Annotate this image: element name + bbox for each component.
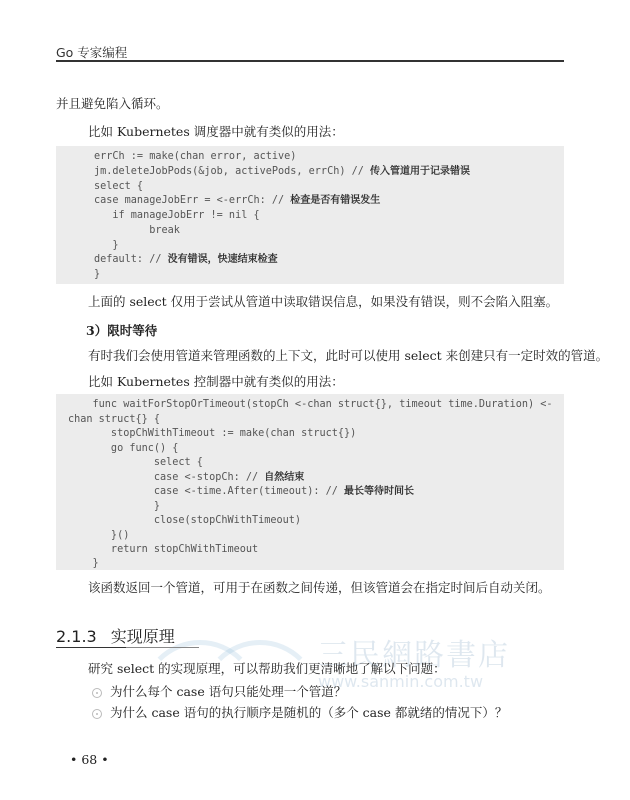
bullet-item: 为什么 case 语句的执行顺序是随机的（多个 case 都就绪的情况下）？ (110, 705, 508, 720)
code-line: if manageJobErr != nil { (94, 210, 260, 221)
code-line: default: // 没有错误，快速结束检查 (94, 254, 278, 265)
code-line: func waitForStopOrTimeout(stopCh <-chan struct{}, timeout time.Duration) <- (68, 399, 553, 410)
paragraph-scheduler-intro: 比如 Kubernetes 调度器中就有类似的用法： (88, 124, 344, 139)
subheading-timed-wait: 3）限时等待 (86, 323, 158, 338)
code-line: go func() { (68, 443, 179, 454)
section-title: 实现原理 (110, 627, 175, 646)
bullet-icon (92, 688, 102, 698)
code-block-scheduler (56, 146, 564, 284)
paragraph-controller-intro: 比如 Kubernetes 控制器中就有类似的用法： (88, 374, 344, 389)
code-line: } (94, 269, 101, 280)
code-line: case manageJobErr = <-errCh: // 检查是否有错误发生 (94, 195, 381, 206)
section-underline-accent (56, 647, 126, 648)
code-line: } (68, 558, 99, 569)
code-line: jm.deleteJobPods(&job, activePods, errCh) // 传入管道用于记录错误 (94, 166, 471, 177)
code-line: case <-stopCh: // 自然结束 (68, 472, 305, 483)
running-header (56, 40, 564, 62)
code-line: } (68, 501, 161, 512)
watermark-url: www.sanmin.com.tw (318, 672, 484, 691)
bullet-item: 为什么每个 case 语句只能处理一个管道？ (110, 684, 347, 699)
code-line: errCh := make(chan error, active) (94, 151, 297, 162)
code-line: } (94, 240, 119, 251)
paragraph-function-summary: 该函数返回一个管道，可用于在函数之间传递，但该管道会在指定时间后自动关闭。 (88, 580, 551, 595)
code-line: select { (94, 181, 144, 192)
code-line: close(stopChWithTimeout) (68, 515, 302, 526)
paragraph-research-intro: 研究 select 的实现原理，可以帮助我们更清晰地了解以下问题： (88, 661, 446, 676)
bullet-icon (92, 709, 102, 719)
section-heading (56, 624, 175, 647)
code-line: stopChWithTimeout := make(chan struct{}) (68, 428, 357, 439)
watermark-logo-arc (200, 640, 320, 760)
code-line: return stopChWithTimeout (68, 544, 259, 555)
section-number: 2.1.3 (56, 627, 97, 646)
paragraph-continuation: 并且避免陷入循环。 (56, 96, 169, 111)
code-line: }() (68, 530, 130, 541)
page-number: • 68 • (70, 752, 109, 767)
code-line: case <-time.After(timeout): // 最长等待时间长 (68, 486, 415, 497)
watermark-store-name: 三民網路書店 (318, 638, 510, 673)
code-line: select { (68, 457, 203, 468)
code-line: break (94, 225, 180, 236)
paragraph-timed-wait: 有时我们会使用管道来管理函数的上下文，此时可以使用 select 来创建只有一定时效的管道。 (88, 348, 609, 363)
code-line: chan struct{} { (68, 414, 161, 425)
code-block-controller (56, 394, 564, 570)
paragraph-select-explanation: 上面的 select 仅用于尝试从管道中读取错误信息，如果没有错误，则不会陷入阻塞。 (88, 294, 559, 309)
book-title: Go 专家编程 (56, 45, 128, 60)
